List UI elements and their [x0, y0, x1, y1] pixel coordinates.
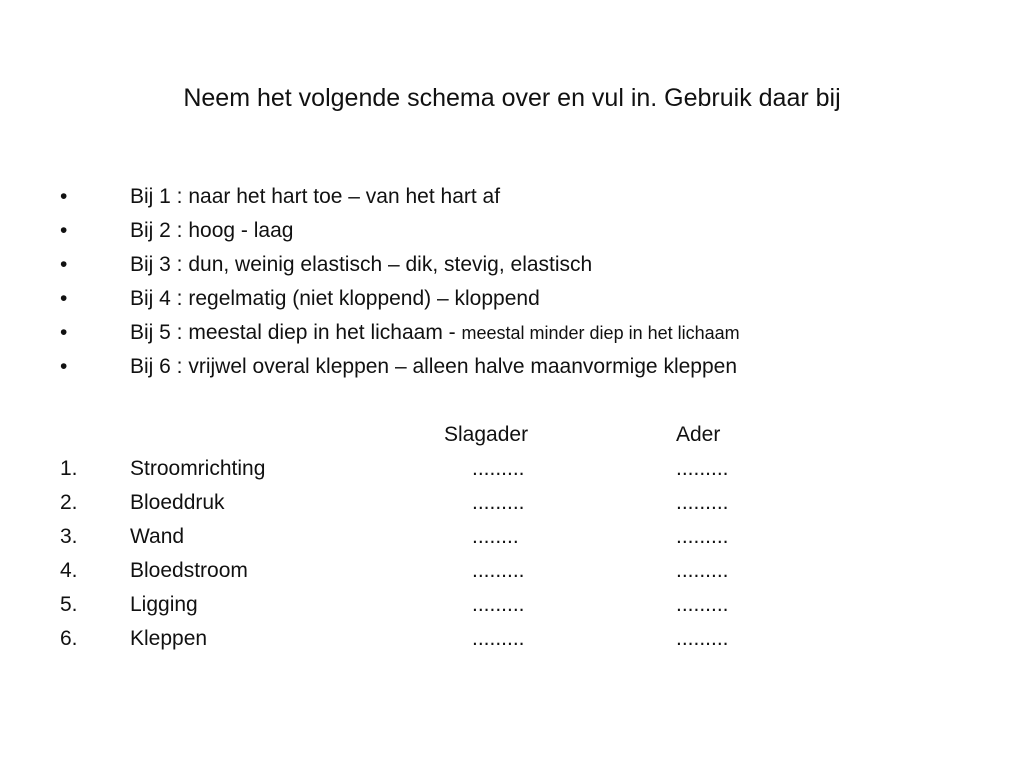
bullet-icon: • — [60, 185, 68, 208]
schema-header-row — [0, 418, 1024, 452]
ader-blank: ......... — [676, 593, 729, 616]
hint-text — [130, 350, 737, 384]
row-label: Stroomrichting — [130, 457, 266, 480]
schema-row — [0, 554, 1024, 588]
column-header-ader: Ader — [676, 423, 721, 446]
hint-text-main: Bij 4 : regelmatig (niet kloppend) – kloppend — [130, 287, 540, 310]
slagader-blank: ......... — [472, 559, 525, 582]
row-number: 6. — [60, 627, 78, 650]
row-number: 1. — [60, 457, 78, 480]
schema-row — [0, 622, 1024, 656]
ader-blank: ......... — [676, 627, 729, 650]
hint-text-small: meestal minder diep in het lichaam — [461, 323, 740, 343]
column-header-slagader: Slagader — [444, 423, 529, 446]
hint-text — [130, 214, 293, 248]
bullet-icon: • — [60, 355, 68, 378]
row-label: Bloeddruk — [130, 491, 225, 514]
row-number: 4. — [60, 559, 78, 582]
row-label: Ligging — [130, 593, 198, 616]
hint-text-main: Bij 3 : dun, weinig elastisch – dik, stevig, elastisch — [130, 253, 593, 276]
hint-text-main: Bij 5 : meestal diep in het lichaam - — [130, 321, 462, 344]
schema-row — [0, 486, 1024, 520]
row-label: Wand — [130, 525, 185, 548]
row-label: Bloedstroom — [130, 559, 248, 582]
schema-table — [0, 418, 1024, 656]
bullet-icon: • — [60, 253, 68, 276]
hint-text-main: Bij 2 : hoog - laag — [130, 219, 294, 242]
hint-text — [130, 316, 740, 350]
schema-row — [0, 520, 1024, 554]
ader-blank: ......... — [676, 559, 729, 582]
slide-title: Neem het volgende schema over en vul in. Gebruik daar bij — [183, 84, 841, 112]
ader-blank: ......... — [676, 491, 729, 514]
slagader-blank: ......... — [472, 593, 525, 616]
schema-row — [0, 452, 1024, 486]
row-number: 3. — [60, 525, 78, 548]
slagader-blank: ........ — [472, 525, 519, 548]
row-number: 5. — [60, 593, 78, 616]
hint-text-main: Bij 6 : vrijwel overal kleppen – alleen halve maanvormige kleppen — [130, 355, 738, 378]
row-label: Kleppen — [130, 627, 208, 650]
slagader-blank: ......... — [472, 627, 525, 650]
bullet-icon: • — [60, 219, 68, 242]
hint-text — [130, 180, 500, 214]
hint-text-main: Bij 1 : naar het hart toe – van het hart af — [130, 185, 501, 208]
slagader-blank: ......... — [472, 491, 525, 514]
ader-blank: ......... — [676, 457, 729, 480]
row-number: 2. — [60, 491, 78, 514]
bullet-icon: • — [60, 321, 68, 344]
hint-text — [130, 248, 592, 282]
hint-text — [130, 282, 540, 316]
bullet-icon: • — [60, 287, 68, 310]
slagader-blank: ......... — [472, 457, 525, 480]
ader-blank: ......... — [676, 525, 729, 548]
schema-row — [0, 588, 1024, 622]
